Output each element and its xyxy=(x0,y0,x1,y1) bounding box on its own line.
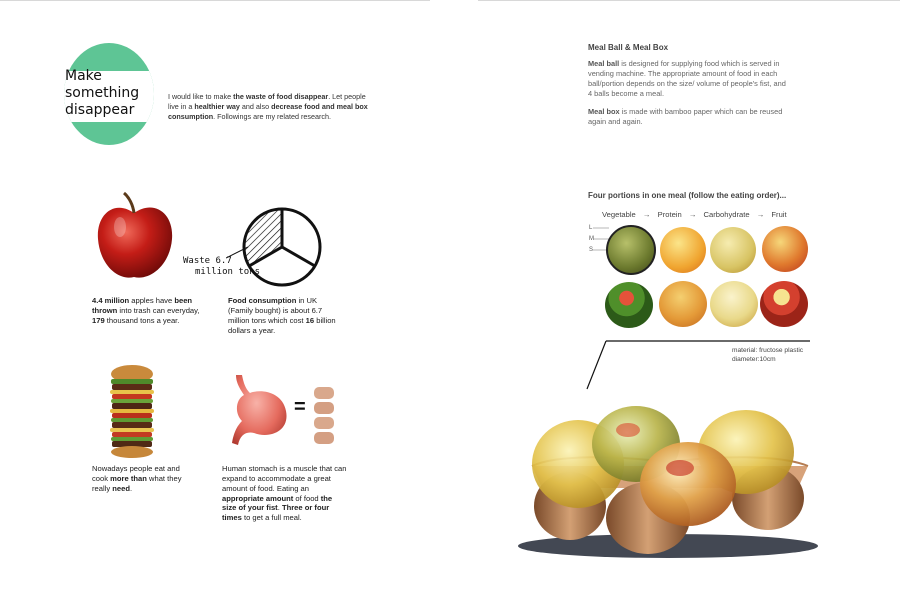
pie-label: Waste 6.7 million tons xyxy=(183,256,261,278)
title-line-2: something xyxy=(65,85,140,101)
food-consumption-caption: Food consumption in UK (Family bought) is about 6.7 million tons which cost 16 billion dollars a year. xyxy=(228,296,336,335)
right-page xyxy=(478,0,900,599)
meal-ball-heading: Meal Ball & Meal Box xyxy=(588,43,669,52)
title-line-3: disappear xyxy=(65,102,135,118)
flow-fruit: Fruit xyxy=(771,210,787,219)
eating-order-flow xyxy=(602,210,787,219)
callout-lines xyxy=(582,337,812,393)
stomach-image xyxy=(226,373,294,453)
fruit-ball xyxy=(762,226,808,272)
stomach-caption: Human stomach is a muscle that can expand to accommodate a great amount of food. Eating an appropriate amount of food the size of your fist. Three or four times to get a full meal. xyxy=(222,464,347,523)
carbohydrate-bowl xyxy=(710,281,758,327)
diameter-text: diameter:10cm xyxy=(732,355,776,363)
fist-images xyxy=(311,386,337,448)
flow-arrow-3: → xyxy=(756,210,765,219)
burger-stack-image xyxy=(106,365,158,459)
flow-vegetable: Vegetable xyxy=(602,210,636,219)
meal-ball-paragraph: Meal ball is designed for supplying food which is served in vending machine. The appropriate amount of food in each ball/portion depends on the size/ volume of people's fist, and 4 balls become a meal. xyxy=(588,59,786,98)
meal-box-render xyxy=(518,406,818,566)
apple-caption: 4.4 million apples have been thrown into trash can everyday, 179 thousand tons a year. xyxy=(92,296,200,325)
carbohydrate-ball xyxy=(710,227,756,273)
size-labels: L M S xyxy=(589,225,594,253)
meal-box-paragraph: Meal box is made with bamboo paper which can be reused again and again. xyxy=(588,107,783,126)
equals-sign: = xyxy=(294,396,306,418)
intro-text: I would like to make the waste of food disappear. Let people live in a healthier way and also decrease food and meal box consumption. Followings are my related research. xyxy=(168,92,368,122)
apple-image xyxy=(94,191,176,283)
portions-heading: Four portions in one meal (follow the eating order)... xyxy=(588,191,787,200)
flow-carbohydrate: Carbohydrate xyxy=(703,210,750,219)
flow-arrow-2: → xyxy=(688,210,697,219)
fruit-bowl xyxy=(760,281,808,327)
left-page xyxy=(0,0,430,599)
title-line-1: Make xyxy=(65,68,102,84)
protein-bowl xyxy=(659,281,707,327)
vegetable-bowl xyxy=(605,282,653,328)
burger-caption: Nowadays people eat and cook more than what they really need. xyxy=(92,464,182,493)
flow-protein: Protein xyxy=(657,210,682,219)
flow-arrow-1: → xyxy=(642,210,651,219)
vegetable-ball xyxy=(606,225,656,275)
material-text: material: fructose plastic xyxy=(732,347,804,354)
protein-ball xyxy=(660,227,706,273)
material-spec xyxy=(732,347,803,364)
